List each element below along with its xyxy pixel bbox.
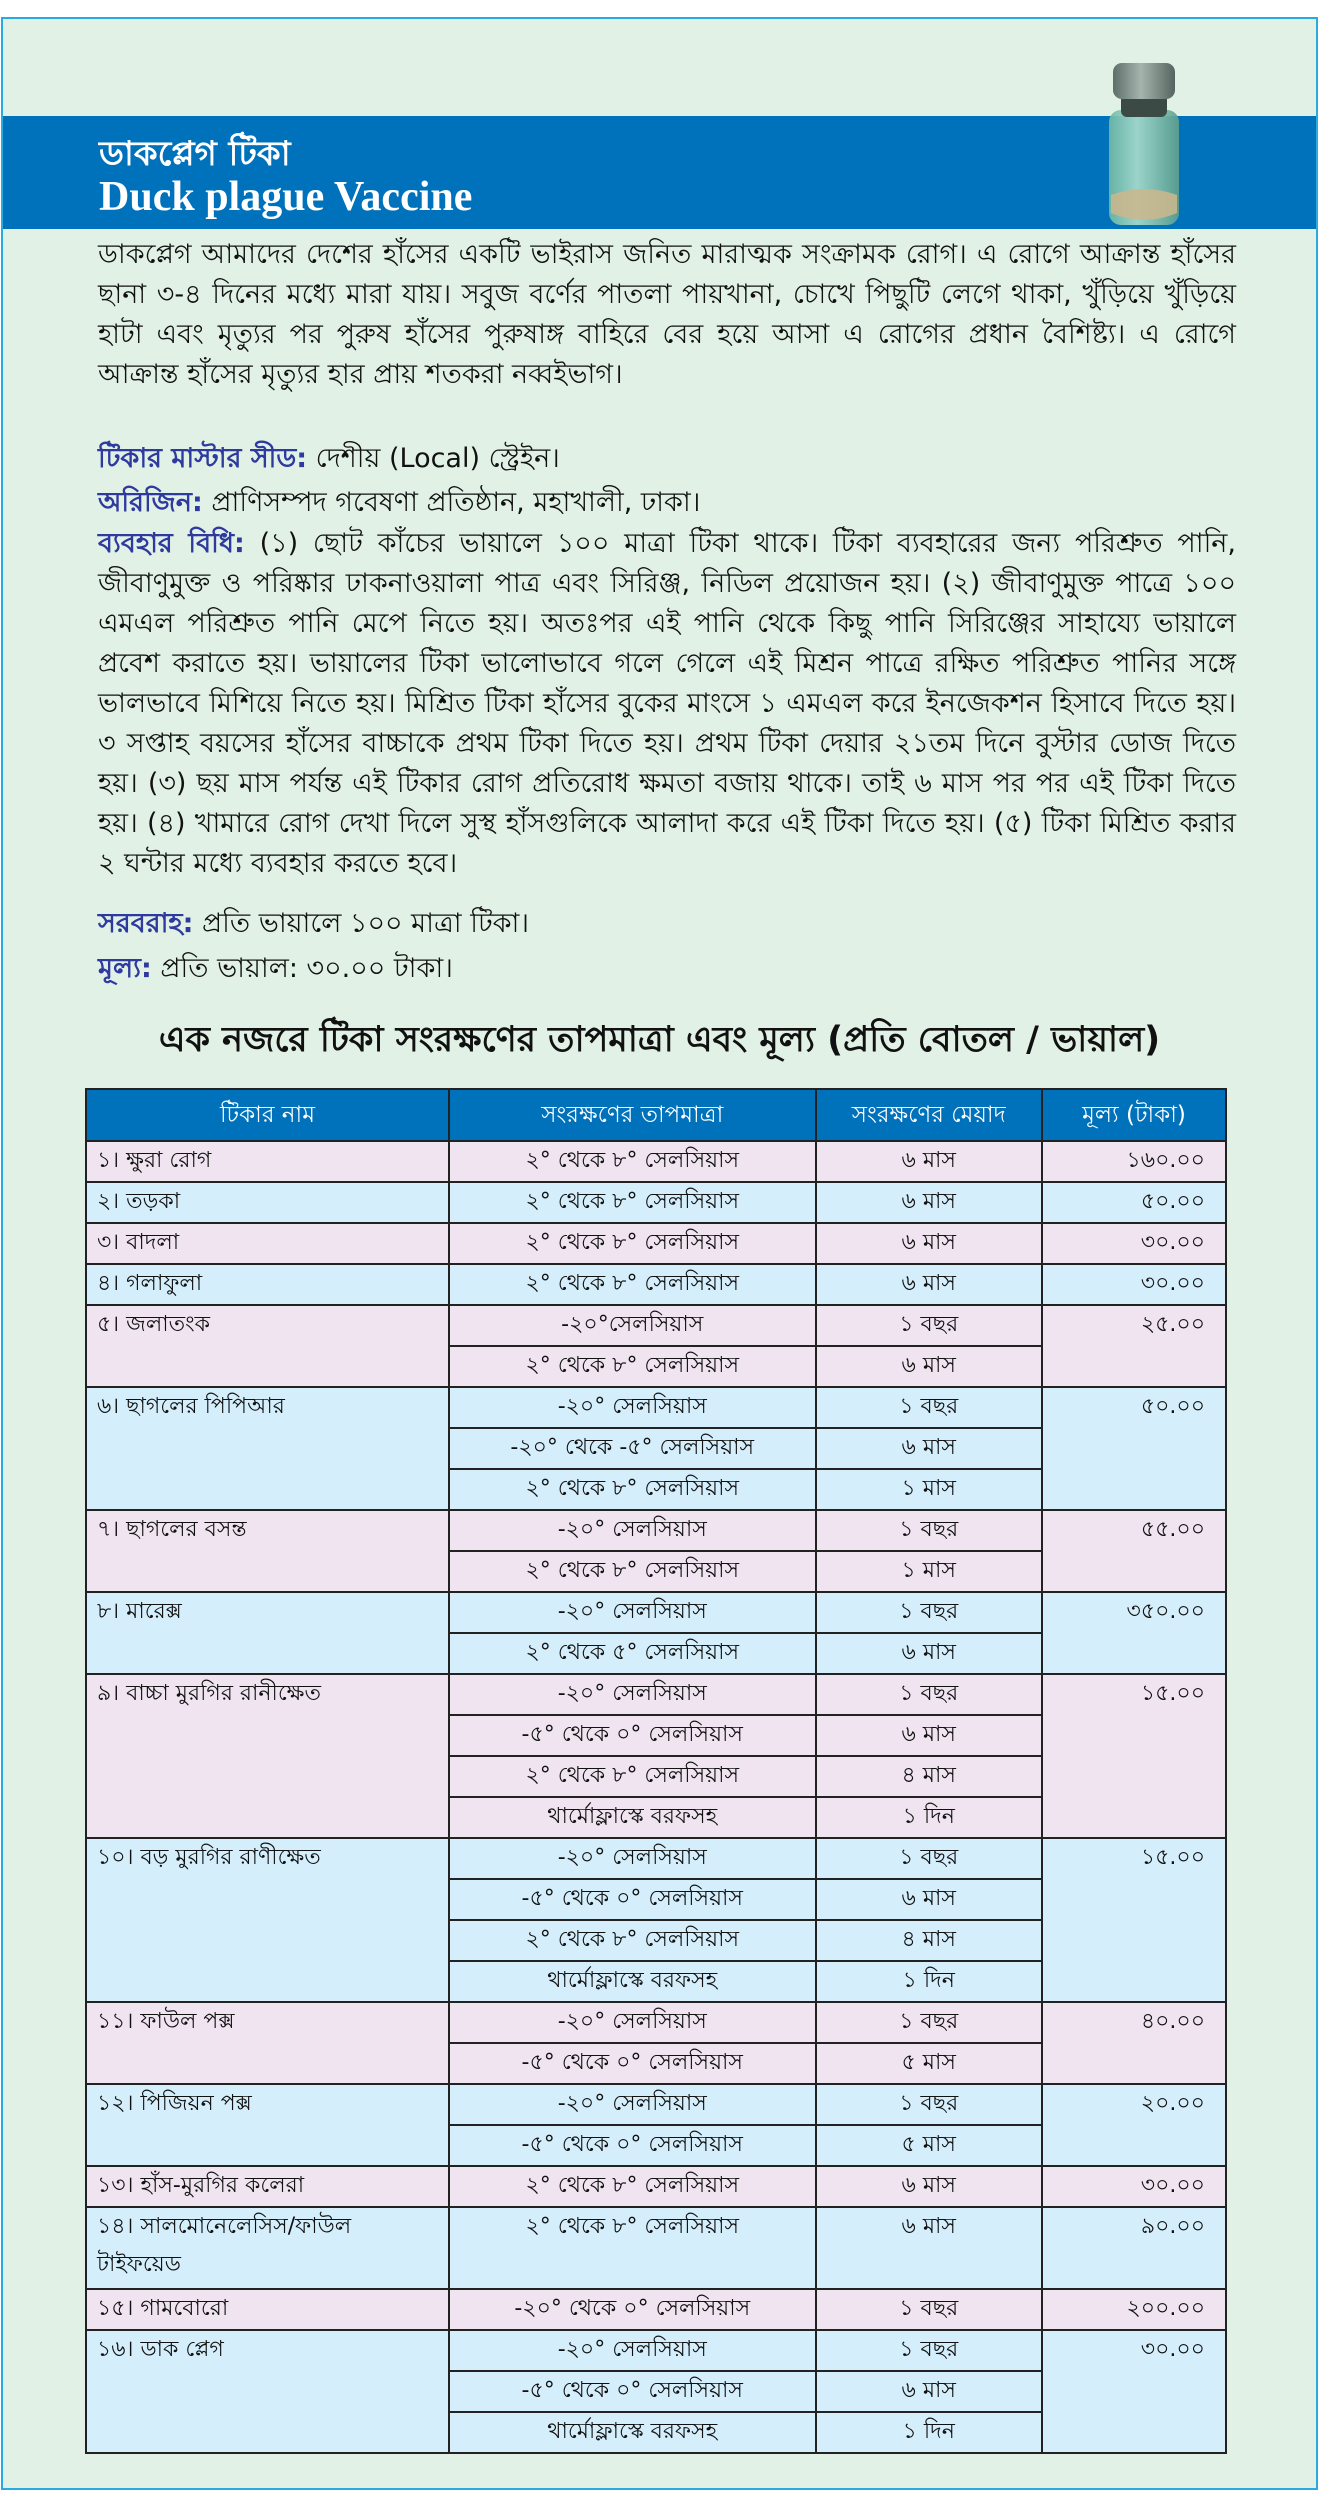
header-storage-duration: সংরক্ষণের মেয়াদ <box>816 1089 1042 1141</box>
vaccine-name-cell: ১৫। গামবোরো <box>86 2289 449 2330</box>
vaccine-name-cell: ৮। মারেক্স <box>86 1592 449 1674</box>
intro-paragraph: ডাকপ্লেগ আমাদের দেশের হাঁসের একটি ভাইরাস জনিত মারাত্মক সংক্রামক রোগ। এ রোগে আক্রান্ত হাঁসের ছানা ৩-৪ দিনের মধ্যে মারা যায়। সবুজ বর্ণের পাতলা পায়খানা, চোখে পিছুটি লেগে থাকা, খুঁড়িয়ে খুঁড়িয়ে হাটা এবং মৃত্যুর পর পুরুষ হাঁসের পুরুষাঙ্গ বাহিরে বের হয়ে আসা এ রোগের প্রধান বৈশিষ্ট্য। এ রোগে আক্রান্ত হাঁসের মৃত্যুর হার প্রায় শতকরা নব্বইভাগ। <box>98 239 1236 390</box>
table-row <box>86 1387 1226 1428</box>
storage-duration-cell: ১ বছর <box>816 1838 1042 1879</box>
storage-duration-cell: ১ বছর <box>816 2289 1042 2330</box>
price-cell: ৩০.০০ <box>1042 2330 1226 2453</box>
vaccine-info-page <box>1 17 1318 2490</box>
price-cell: ৫৫.০০ <box>1042 1510 1226 1592</box>
storage-duration-cell: ১ দিন <box>816 2412 1042 2453</box>
usage-paragraph <box>98 524 1236 884</box>
price-cell: ৯০.০০ <box>1042 2207 1226 2289</box>
storage-temp-cell: -৫° থেকে ০° সেলসিয়াস <box>449 1879 816 1920</box>
storage-duration-cell: ১ বছর <box>816 1305 1042 1346</box>
price-cell: ১৫.০০ <box>1042 1674 1226 1838</box>
storage-duration-cell: ৬ মাস <box>816 1141 1042 1182</box>
vaccine-name-cell: ৭। ছাগলের বসন্ত <box>86 1510 449 1592</box>
table-header-row <box>86 1089 1226 1141</box>
price-cell: ৩০.০০ <box>1042 1264 1226 1305</box>
storage-duration-cell: ৬ মাস <box>816 2166 1042 2207</box>
storage-duration-cell: ১ বছর <box>816 2002 1042 2043</box>
vaccine-name-cell: ১০। বড় মুরগির রাণীক্ষেত <box>86 1838 449 2002</box>
storage-duration-cell: ১ বছর <box>816 2330 1042 2371</box>
vaccine-name-cell: ৪। গলাফুলা <box>86 1264 449 1305</box>
vaccine-name-cell: ১৪। সালমোনেলেসিস/ফাউল টাইফয়েড <box>86 2207 449 2289</box>
table-row <box>86 2002 1226 2043</box>
storage-duration-cell: ৬ মাস <box>816 1223 1042 1264</box>
origin-label: অরিজিন: <box>98 487 203 518</box>
table-row <box>86 1182 1226 1223</box>
price-label: মূল্য: <box>98 953 152 984</box>
price-cell: ৫০.০০ <box>1042 1182 1226 1223</box>
storage-temp-cell: থার্মোফ্লাস্কে বরফসহ <box>449 1961 816 2002</box>
table-row <box>86 2084 1226 2125</box>
storage-temp-cell: -২০° থেকে -৫° সেলসিয়াস <box>449 1428 816 1469</box>
price-cell: ৩০.০০ <box>1042 2166 1226 2207</box>
price-line <box>98 949 1236 989</box>
price-cell: ৫০.০০ <box>1042 1387 1226 1510</box>
storage-temp-cell: ২° থেকে ৮° সেলসিয়াস <box>449 2166 816 2207</box>
usage-value: (১) ছোট কাঁচের ভায়ালে ১০০ মাত্রা টিকা থাকে। টিকা ব্যবহারের জন্য পরিশ্রুত পানি, জীবাণুমুক্ত ও পরিষ্কার ঢাকনাওয়ালা পাত্র এবং সিরিঞ্জ, নিডিল প্রয়োজন হয়। (২) জীবাণুমুক্ত পাত্রে ১০০ এমএল পরিশ্রুত পানি মেপে নিতে হয়। অতঃপর এই পানি থেকে কিছু পানি সিরিঞ্জের সাহায্যে ভায়ালে প্রবেশ করাতে হয়। ভায়ালের টিকা ভালোভাবে গলে গেলে এই মিশ্রন পাত্রে রক্ষিত পরিশ্রুত পানির সঙ্গে ভালভাবে মিশিয়ে নিতে হয়। মিশ্রিত টিকা হাঁসের বুকের মাংসে ১ এমএল করে ইনজেকশন হিসাবে দিতে হয়। ৩ সপ্তাহ বয়সের হাঁসের বাচ্চাকে প্রথম টিকা দিতে হয়। প্রথম টিকা দেয়ার ২১তম দিনে বুস্টার ডোজ দিতে হয়। (৩) ছয় মাস পর্যন্ত এই টিকার রোগ প্রতিরোধ ক্ষমতা বজায় থাকে। তাই ৬ মাস পর পর এই টিকা দিতে হয়। (৪) খামারে রোগ দেখা দিলে সুস্থ হাঁসগুলিকে আলাদা করে এই টিকা দিতে হয়। (৫) টিকা মিশ্রিত করার ২ ঘন্টার মধ্যে ব্যবহার করতে হবে। <box>98 528 1236 879</box>
price-value: প্রতি ভায়াল: ৩০.০০ টাকা। <box>160 953 453 984</box>
price-cell: ২০০.০০ <box>1042 2289 1226 2330</box>
table-row <box>86 2289 1226 2330</box>
price-cell: ৪০.০০ <box>1042 2002 1226 2084</box>
storage-duration-cell: ৪ মাস <box>816 1756 1042 1797</box>
storage-temp-cell: -২০° সেলসিয়াস <box>449 2002 816 2043</box>
table-row <box>86 1264 1226 1305</box>
vaccine-name-cell: ৩। বাদলা <box>86 1223 449 1264</box>
storage-duration-cell: ৬ মাস <box>816 1264 1042 1305</box>
storage-temp-cell: ২° থেকে ৮° সেলসিয়াস <box>449 1182 816 1223</box>
storage-temp-cell: ২° থেকে ৫° সেলসিয়াস <box>449 1633 816 1674</box>
table-title: এক নজরে টিকা সংরক্ষণের তাপমাত্রা এবং মূল্য (প্রতি বোতল / ভায়াল) <box>158 1020 1161 1060</box>
vaccine-vial-image <box>1101 55 1187 230</box>
storage-temp-cell: ২° থেকে ৮° সেলসিয়াস <box>449 1551 816 1592</box>
header-price: মূল্য (টাকা) <box>1042 1089 1226 1141</box>
storage-temp-cell: -২০° সেলসিয়াস <box>449 1838 816 1879</box>
storage-duration-cell: ১ দিন <box>816 1797 1042 1838</box>
storage-temp-cell: -২০° সেলসিয়াস <box>449 2084 816 2125</box>
storage-duration-cell: ৫ মাস <box>816 2125 1042 2166</box>
table-row <box>86 2207 1226 2289</box>
storage-duration-cell: ৬ মাস <box>816 1346 1042 1387</box>
vaccine-name-cell: ১২। পিজিয়ন পক্স <box>86 2084 449 2166</box>
storage-duration-cell: ১ বছর <box>816 1674 1042 1715</box>
storage-duration-cell: ৪ মাস <box>816 1920 1042 1961</box>
vaccine-name-cell: ৬। ছাগলের পিপিআর <box>86 1387 449 1510</box>
storage-temp-cell: -২০° সেলসিয়াস <box>449 1592 816 1633</box>
table-row <box>86 2166 1226 2207</box>
origin-line <box>98 483 1236 523</box>
storage-duration-cell: ৬ মাস <box>816 1428 1042 1469</box>
storage-temp-cell: ২° থেকে ৮° সেলসিয়াস <box>449 1264 816 1305</box>
price-cell: ৩০.০০ <box>1042 1223 1226 1264</box>
table-row <box>86 1674 1226 1715</box>
table-row <box>86 1592 1226 1633</box>
vaccine-name-cell: ১। ক্ষুরা রোগ <box>86 1141 449 1182</box>
storage-temp-cell: -৫° থেকে ০° সেলসিয়াস <box>449 2125 816 2166</box>
storage-duration-cell: ৬ মাস <box>816 1715 1042 1756</box>
storage-temp-cell: -২০° থেকে ০° সেলসিয়াস <box>449 2289 816 2330</box>
storage-temp-cell: ২° থেকে ৮° সেলসিয়াস <box>449 1346 816 1387</box>
storage-temp-cell: থার্মোফ্লাস্কে বরফসহ <box>449 2412 816 2453</box>
storage-duration-cell: ১ বছর <box>816 1510 1042 1551</box>
storage-temp-cell: ২° থেকে ৮° সেলসিয়াস <box>449 1141 816 1182</box>
title-bangla: ডাকপ্লেগ টিকা <box>99 134 291 174</box>
master-seed-line <box>98 439 1236 479</box>
origin-value: প্রাণিসম্পদ গবেষণা প্রতিষ্ঠান, মহাখালী, ঢাকা। <box>211 487 701 518</box>
table-row <box>86 1305 1226 1346</box>
vaccine-name-cell: ১৩। হাঁস-মুরগির কলেরা <box>86 2166 449 2207</box>
storage-temp-cell: -২০°সেলসিয়াস <box>449 1305 816 1346</box>
vaccine-name-cell: ১৬। ডাক প্লেগ <box>86 2330 449 2453</box>
supply-label: সরবরাহ: <box>98 908 194 939</box>
storage-duration-cell: ৬ মাস <box>816 2207 1042 2289</box>
title-english: Duck plague Vaccine <box>99 174 473 220</box>
storage-temp-cell: -৫° থেকে ০° সেলসিয়াস <box>449 2043 816 2084</box>
vaccine-name-cell: ৫। জলাতংক <box>86 1305 449 1387</box>
storage-duration-cell: ৫ মাস <box>816 2043 1042 2084</box>
price-cell: ২০.০০ <box>1042 2084 1226 2166</box>
usage-label: ব্যবহার বিধি: <box>98 528 245 559</box>
price-cell: ১৫.০০ <box>1042 1838 1226 2002</box>
storage-duration-cell: ৬ মাস <box>816 1182 1042 1223</box>
storage-temp-cell: থার্মোফ্লাস্কে বরফসহ <box>449 1797 816 1838</box>
header-storage-temp: সংরক্ষণের তাপমাত্রা <box>449 1089 816 1141</box>
price-cell: ২৫.০০ <box>1042 1305 1226 1387</box>
storage-duration-cell: ১ দিন <box>816 1961 1042 2002</box>
storage-temp-cell: ২° থেকে ৮° সেলসিয়াস <box>449 1469 816 1510</box>
storage-duration-cell: ১ বছর <box>816 2084 1042 2125</box>
supply-line <box>98 904 1236 944</box>
storage-temp-cell: -৫° থেকে ০° সেলসিয়াস <box>449 1715 816 1756</box>
storage-duration-cell: ৬ মাস <box>816 1879 1042 1920</box>
storage-duration-cell: ১ মাস <box>816 1551 1042 1592</box>
master-seed-label: টিকার মাস্টার সীড: <box>98 443 308 474</box>
header-vaccine-name: টিকার নাম <box>86 1089 449 1141</box>
price-cell: ১৬০.০০ <box>1042 1141 1226 1182</box>
storage-temp-cell: -২০° সেলসিয়াস <box>449 1674 816 1715</box>
storage-temp-cell: -২০° সেলসিয়াস <box>449 2330 816 2371</box>
table-row <box>86 1838 1226 1879</box>
master-seed-value: দেশীয় (Local) স্ট্রেইন। <box>315 443 560 474</box>
table-row <box>86 1223 1226 1264</box>
storage-duration-cell: ১ বছর <box>816 1387 1042 1428</box>
vaccine-name-cell: ৯। বাচ্চা মুরগির রানীক্ষেত <box>86 1674 449 1838</box>
storage-temp-cell: -২০° সেলসিয়াস <box>449 1510 816 1551</box>
supply-value: প্রতি ভায়ালে ১০০ মাত্রা টিকা। <box>201 908 530 939</box>
storage-duration-cell: ১ বছর <box>816 1592 1042 1633</box>
table-row <box>86 1510 1226 1551</box>
storage-temp-cell: ২° থেকে ৮° সেলসিয়াস <box>449 1920 816 1961</box>
storage-temp-cell: -২০° সেলসিয়াস <box>449 1387 816 1428</box>
storage-temp-cell: -৫° থেকে ০° সেলসিয়াস <box>449 2371 816 2412</box>
vaccine-storage-table <box>85 1088 1227 2454</box>
vaccine-name-cell: ১১। ফাউল পক্স <box>86 2002 449 2084</box>
price-cell: ৩৫০.০০ <box>1042 1592 1226 1674</box>
storage-temp-cell: ২° থেকে ৮° সেলসিয়াস <box>449 2207 816 2289</box>
storage-duration-cell: ১ মাস <box>816 1469 1042 1510</box>
vaccine-name-cell: ২। তড়কা <box>86 1182 449 1223</box>
storage-temp-cell: ২° থেকে ৮° সেলসিয়াস <box>449 1223 816 1264</box>
storage-duration-cell: ৬ মাস <box>816 1633 1042 1674</box>
table-row <box>86 1141 1226 1182</box>
storage-duration-cell: ৬ মাস <box>816 2371 1042 2412</box>
storage-temp-cell: ২° থেকে ৮° সেলসিয়াস <box>449 1756 816 1797</box>
table-row <box>86 2330 1226 2371</box>
